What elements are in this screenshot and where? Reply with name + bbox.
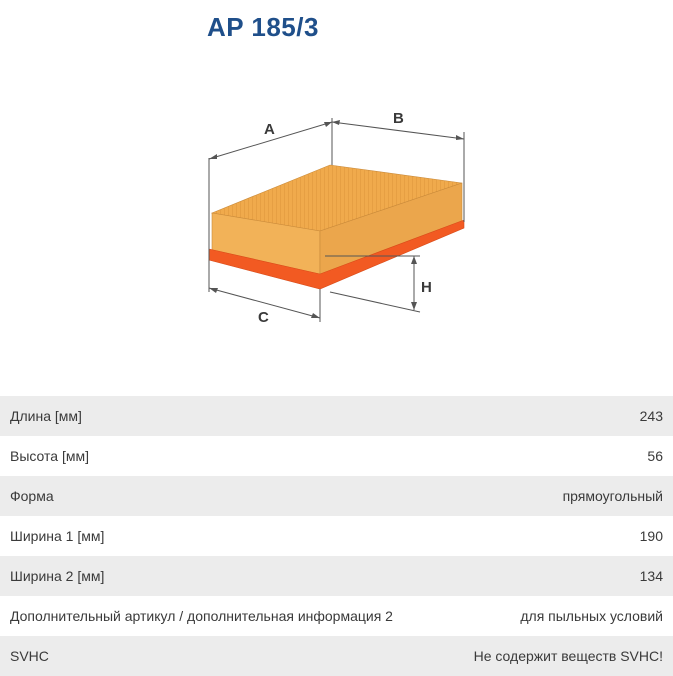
- spec-label: Ширина 2 [мм]: [10, 568, 105, 584]
- spec-value: 134: [639, 568, 663, 584]
- dimension-label-c: C: [258, 309, 269, 326]
- dimension-label-a: A: [264, 121, 275, 138]
- spec-value: 243: [639, 408, 663, 424]
- specs-table: [0, 396, 673, 676]
- spec-row: [0, 436, 673, 476]
- spec-row: [0, 596, 673, 636]
- spec-label: Ширина 1 [мм]: [10, 528, 105, 544]
- spec-row: [0, 476, 673, 516]
- spec-label: Высота [мм]: [10, 448, 89, 464]
- spec-value: 56: [647, 448, 663, 464]
- dimension-label-b: B: [393, 110, 404, 127]
- spec-label: Форма: [10, 488, 54, 504]
- spec-row: [0, 516, 673, 556]
- dimension-label-h: H: [421, 279, 432, 296]
- spec-label: SVHC: [10, 648, 49, 664]
- spec-row: [0, 636, 673, 676]
- product-code: AP 185/3: [207, 12, 319, 42]
- spec-value: 190: [639, 528, 663, 544]
- spec-value: Не содержит веществ SVHC!: [473, 648, 663, 664]
- spec-label: Дополнительный артикул / дополнительная информация 2: [10, 608, 393, 624]
- spec-row: [0, 396, 673, 436]
- spec-row: [0, 556, 673, 596]
- spec-value: для пыльных условий: [520, 608, 663, 624]
- spec-label: Длина [мм]: [10, 408, 82, 424]
- filter-dimension-diagram: [0, 100, 673, 340]
- spec-value: прямоугольный: [562, 488, 663, 504]
